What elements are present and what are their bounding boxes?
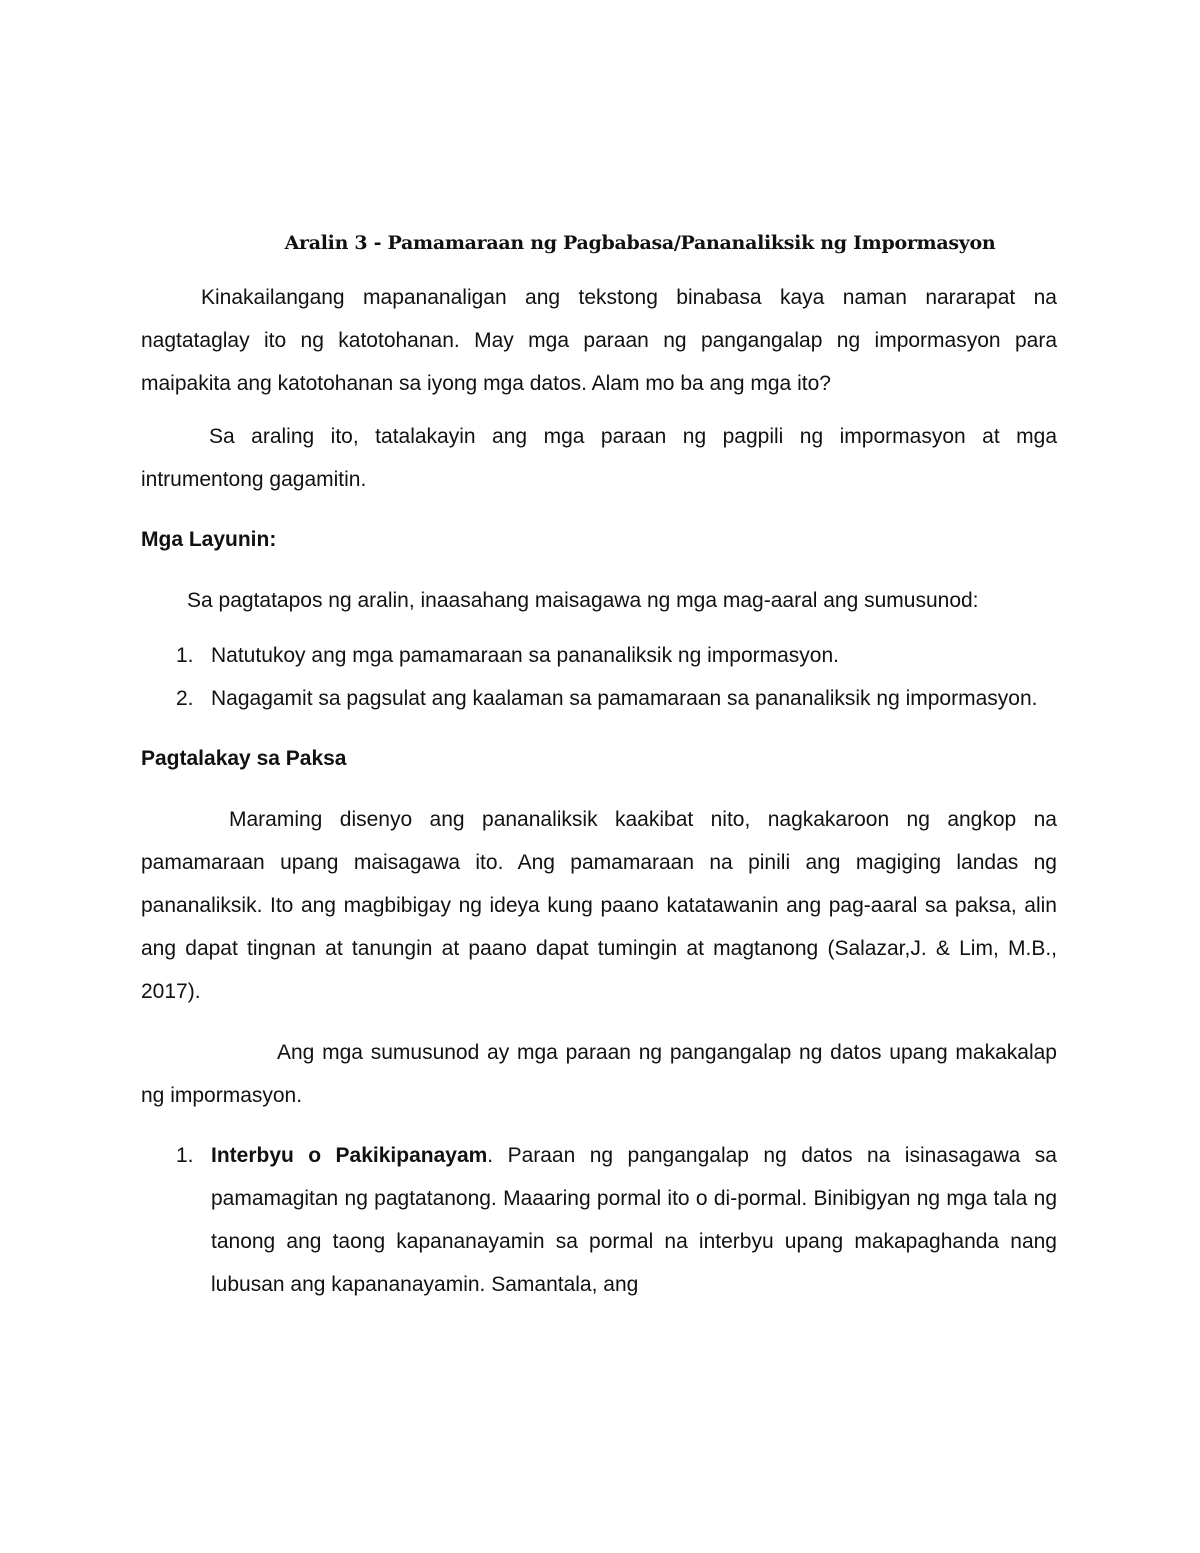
list-item xyxy=(141,677,1057,720)
list-item xyxy=(141,1134,1057,1306)
objectives-intro: Sa pagtatapos ng aralin, inaasahang maisagawa ng mga mag-aaral ang sumusunod: xyxy=(187,589,979,612)
intro-paragraph: Kinakailangang mapananaligan ang tekstong binabasa kaya naman nararapat na nagtataglay ito ng katotohanan. May mga paraan ng pangangalap ng impormasyon para maipakita ang katotohanan sa iyong mga datos. Alam mo ba ang mga ito? xyxy=(141,286,1057,395)
discussion-paragraph: Ang mga sumusunod ay mga paraan ng pangangalap ng datos upang makakalap ng impormasyon. xyxy=(141,1041,1057,1107)
document-body xyxy=(141,276,1057,1306)
list-number: 1. xyxy=(176,1144,194,1167)
methods-list xyxy=(141,1134,1057,1306)
objectives-list xyxy=(141,634,1057,720)
method-term: Interbyu o Pakikipanayam xyxy=(211,1144,488,1167)
page-title: Aralin 3 - Pamamaraan ng Pagbabasa/Pananaliksik ng Impormasyon xyxy=(284,232,996,254)
list-item xyxy=(141,634,1057,677)
list-number: 1. xyxy=(176,644,194,667)
intro-paragraph: Sa araling ito, tatalakayin ang mga paraan ng pagpili ng impormasyon at mga intrumentong gagamitin. xyxy=(141,425,1057,491)
list-item-text: Nagagamit sa pagsulat ang kaalaman sa pamamaraan sa pananaliksik ng impormasyon. xyxy=(211,687,1038,710)
discussion-paragraph: Maraming disenyo ang pananaliksik kaakibat nito, nagkakaroon ng angkop na pamamaraan upang maisagawa ito. Ang pamamaraan na pinili ang magiging landas ng pananaliksik. Ito ang magbibigay ng ideya kung paano katatawanin ang pag-aaral sa paksa, alin ang dapat tingnan at tanungin at paano dapat tumingin at magtanong (Salazar,J. & Lim, M.B., 2017). xyxy=(141,808,1057,1003)
objectives-heading: Mga Layunin: xyxy=(141,528,277,551)
method-description: . Paraan ng pangangalap ng datos na isinasagawa sa pamamagitan ng pagtatanong. Maaaring pormal ito o di-pormal. Binibigyan ng mga tala ng tanong ang taong kapananayamin sa pormal na interbyu upang makapaghanda nang lubusan ang kapananayamin. Samantala, ang xyxy=(211,1144,1057,1296)
list-number: 2. xyxy=(176,687,194,710)
discussion-heading: Pagtalakay sa Paksa xyxy=(141,747,347,770)
list-item-text: Natutukoy ang mga pamamaraan sa pananaliksik ng impormasyon. xyxy=(211,644,840,667)
